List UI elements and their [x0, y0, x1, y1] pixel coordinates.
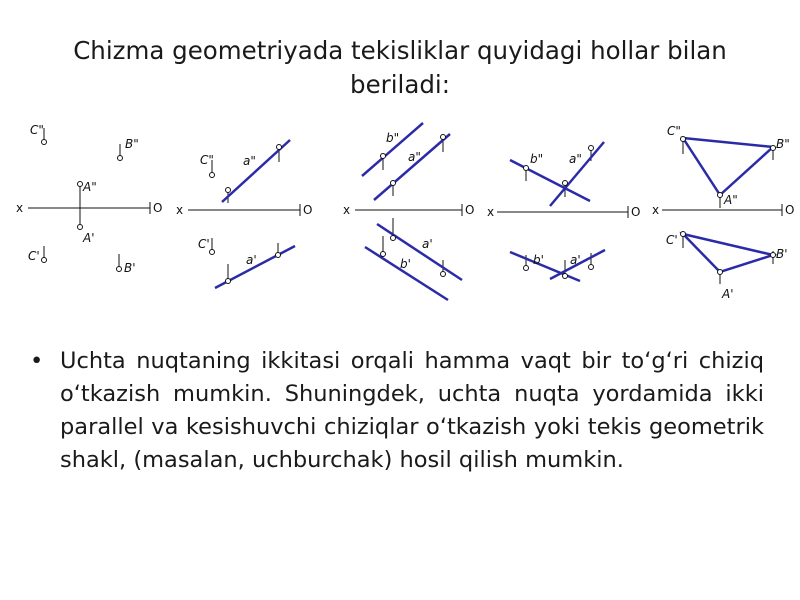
label-A1-5: A' [722, 287, 734, 301]
label-C1-5: C' [666, 233, 678, 247]
label-axis-o-5: O [785, 203, 795, 217]
label-C2-5: C" [667, 124, 681, 138]
slide-title: Chizma geometriyada tekisliklar quyidagi hollar bilan beriladi: [73, 36, 727, 99]
label-axis-o-2: O [303, 203, 313, 217]
label-axis-x-5: x [652, 203, 660, 217]
label-B2-5: B" [776, 137, 790, 151]
bullet-text: Uchta nuqtaning ikkitasi orqali hamma vaqt bir to‘g‘ri chiziq o‘tkazish mumkin. Shuningdek, uchta nuqta yordamida ikki parallel va kesishuvchi chiziqlar o‘tkazish yoki tekis geometrik shakl, (masalan, uchburchak) hosil qilish mumkin. [60, 348, 764, 473]
point-C1-1 [42, 258, 47, 263]
label-axis-o-3: O [465, 203, 475, 217]
label-B1-5: B' [776, 247, 788, 261]
line-a1-3 [377, 224, 462, 280]
label-a1-2: a' [246, 253, 257, 267]
point-C2-1 [42, 140, 47, 145]
label-C2-2: C" [200, 153, 214, 167]
label-a1-3: a' [422, 237, 433, 251]
point-A2-1 [78, 182, 83, 187]
point-B1-1 [117, 267, 122, 272]
projection-diagram [0, 110, 800, 310]
label-A2: A" [83, 180, 97, 194]
bullet-item [30, 345, 764, 477]
point-B2-1 [118, 156, 123, 161]
line-b1-3 [365, 247, 448, 300]
label-a2-3: a" [408, 150, 421, 164]
triangle-top [683, 234, 773, 272]
label-axis-x-3: x [343, 203, 351, 217]
label-A1: A' [83, 231, 95, 245]
triangle-front [683, 138, 773, 195]
label-C1: C' [28, 249, 40, 263]
label-B2: B" [125, 137, 139, 151]
label-C2: C" [30, 123, 44, 137]
label-b1-4: b' [533, 253, 544, 267]
bullet-marker: • [30, 348, 44, 374]
projection-figures [0, 110, 800, 310]
point-A1-1 [78, 225, 83, 230]
bullet-list [30, 345, 764, 477]
label-axis-x-4: x [487, 205, 495, 219]
label-B1: B' [124, 261, 136, 275]
line-b2-4 [510, 160, 590, 201]
label-axis-x-2: x [176, 203, 184, 217]
label-b1-3: b' [400, 257, 411, 271]
label-b2-3: b" [386, 131, 400, 145]
label-axis-x: x [16, 201, 24, 215]
figure-labels [16, 123, 794, 301]
label-axis-o-4: O [631, 205, 641, 219]
label-axis-o: O [153, 201, 163, 215]
label-C1-2: C' [198, 237, 210, 251]
label-A2-5: A" [724, 193, 738, 207]
label-b2-4: b" [530, 152, 544, 166]
label-a2-2: a" [243, 154, 256, 168]
label-a1-4: a' [570, 253, 581, 267]
label-a2-4: a" [569, 152, 582, 166]
